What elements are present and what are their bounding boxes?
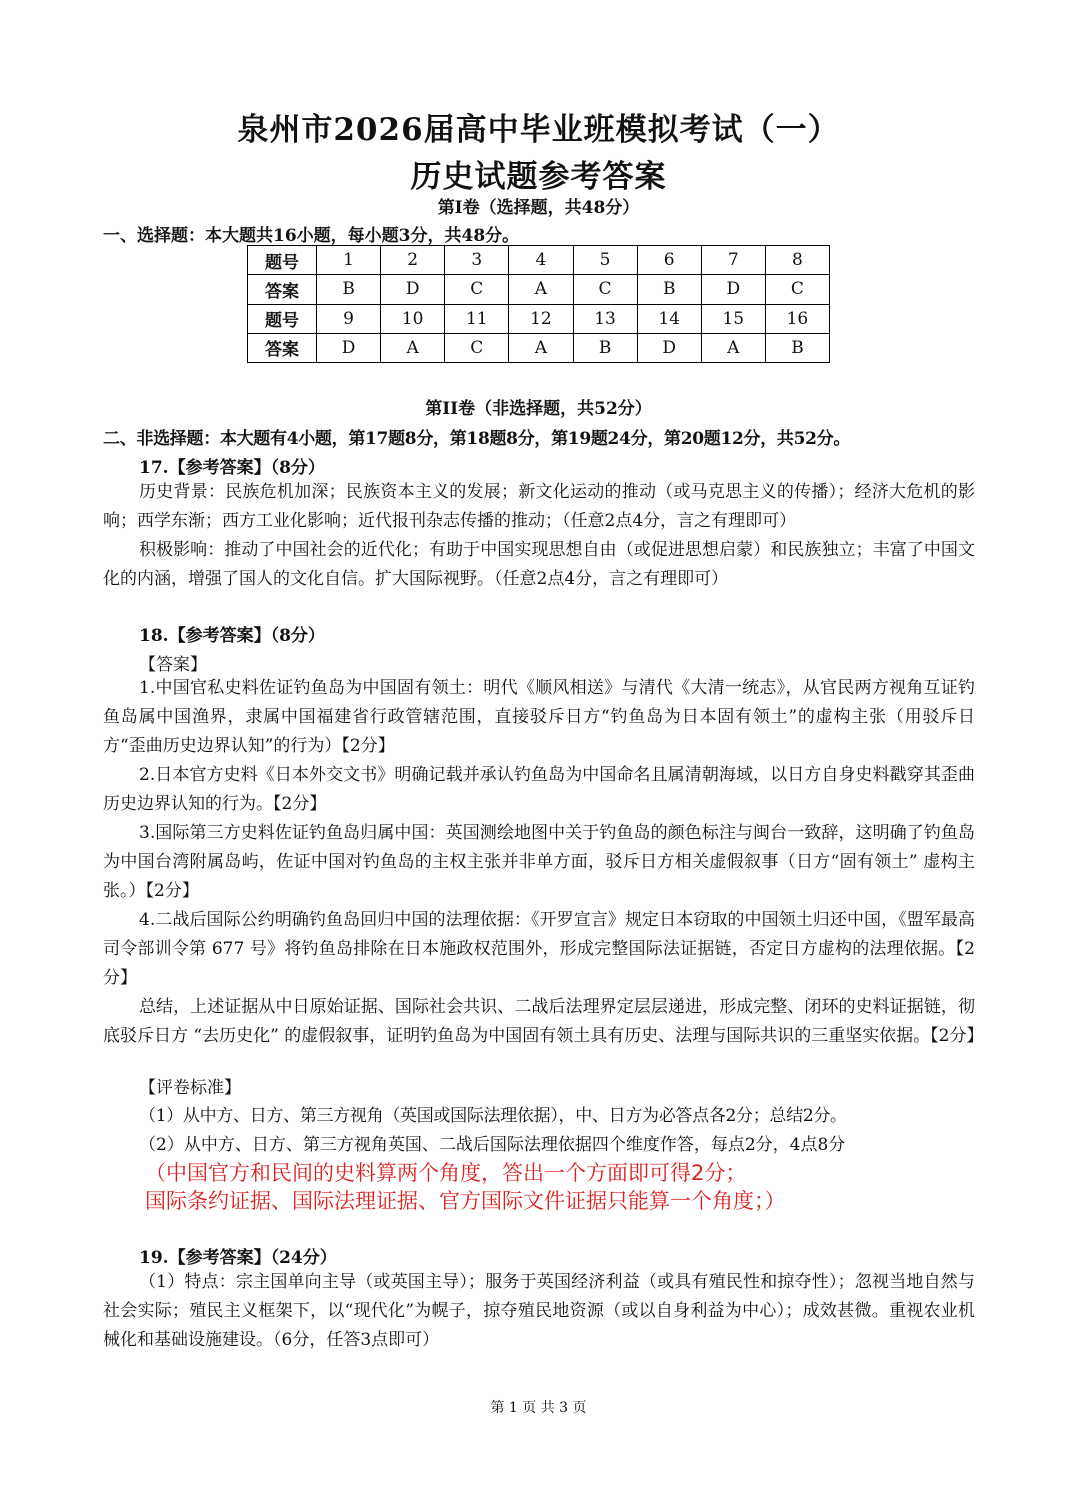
q17-paragraph-1: 历史背景：民族危机加深；民族资本主义的发展；新文化运动的推动（或马克思主义的传播）；经济大危机的影响；西学东渐；西方工业化影响；近代报刊杂志传播的推动；（任意2点4分，言之有理即可） <box>103 482 975 531</box>
q18-paragraph-2: 2.日本官方史料《日本外交文书》明确记载并承认钓鱼岛为中国命名且属清朝海域，以日方自身史料戳穿其歪曲历史边界认知的行为。【2分】 <box>103 765 975 814</box>
table-cell: 13 <box>573 304 637 333</box>
table-cell: 2 <box>381 246 445 275</box>
table-cell: B <box>317 275 381 304</box>
table-cell: 7 <box>701 246 765 275</box>
q17-heading: 17.【参考答案】（8分） <box>139 458 325 478</box>
table-label-ans: 答案 <box>248 333 317 362</box>
table-row <box>248 333 830 362</box>
section2-title: 第II卷（非选择题，共52分） <box>425 399 652 419</box>
section1-title: 第I卷（选择题，共48分） <box>437 198 640 218</box>
q18-paragraph-5: 总结，上述证据从中日原始证据、国际社会共识、二战后法理界定层层递进，形成完整、闭环的史料证据链，彻底驳斥日方 “去历史化” 的虚假叙事，证明钓鱼岛为中国固有领土具有历史、法理与国际共识的三重坚实依据。【2分】 <box>103 997 984 1046</box>
table-label-num: 题号 <box>248 304 317 333</box>
table-cell: A <box>509 275 573 304</box>
table-cell: 14 <box>637 304 701 333</box>
table-cell: A <box>509 333 573 362</box>
q18-paragraph-1: 1.中国官私史料佐证钓鱼岛为中国固有领土：明代《顺风相送》与清代《大清一统志》，从官民两方视角互证钓鱼岛属中国渔界，隶属中国福建省行政管辖范围，直接驳斥日方“钓鱼岛为日本固有领土”的虚构主张（用驳斥日方“歪曲历史边界认知”的行为）【2分】 <box>103 678 975 756</box>
q18-grading-1: （1）从中方、日方、第三方视角（英国或国际法理依据），中、日方为必答点各2分；总结2分。 <box>139 1106 847 1126</box>
table-cell: D <box>317 333 381 362</box>
table-cell: C <box>765 275 829 304</box>
table-cell: A <box>701 333 765 362</box>
table-cell: D <box>637 333 701 362</box>
page-title: 泉州市2026届高中毕业班模拟考试（一） <box>237 112 840 148</box>
q17-body <box>103 478 975 594</box>
table-cell: 4 <box>509 246 573 275</box>
table-cell: C <box>445 275 509 304</box>
q18-red-note-2: 国际条约证据、国际法理证据、官方国际文件证据只能算一个角度；） <box>145 1189 786 1213</box>
table-cell: B <box>765 333 829 362</box>
table-cell: D <box>381 275 445 304</box>
q18-red-note-1: （中国官方和民间的史料算两个角度，答出一个方面即可得2分； <box>145 1161 747 1185</box>
table-cell: 12 <box>509 304 573 333</box>
table-row <box>248 304 830 333</box>
table-cell: 1 <box>317 246 381 275</box>
table-cell: B <box>637 275 701 304</box>
part1-heading: 一、选择题：本大题共16小题，每小题3分，共48分。 <box>103 226 520 246</box>
table-label-num: 题号 <box>248 246 317 275</box>
table-cell: 10 <box>381 304 445 333</box>
table-row <box>248 275 830 304</box>
q19-paragraph-1: （1）特点：宗主国单向主导（或英国主导）；服务于英国经济利益（或具有殖民性和掠夺性）；忽视当地自然与社会实际；殖民主义框架下，以“现代化”为幌子，掠夺殖民地资源（或以自身利益为中心）；成效甚微。重视农业机械化和基础设施建设。（6分，任答3点即可） <box>103 1272 975 1350</box>
table-row <box>248 246 830 275</box>
table-cell: B <box>573 333 637 362</box>
q17-paragraph-2: 积极影响：推动了中国社会的近代化；有助于中国实现思想自由（或促进思想启蒙）和民族独立；丰富了中国文化的内涵，增强了国人的文化自信。扩大国际视野。（任意2点4分，言之有理即可） <box>103 540 975 589</box>
table-cell: C <box>573 275 637 304</box>
q18-paragraph-4: 4.二战后国际公约明确钓鱼岛回归中国的法理依据：《开罗宣言》规定日本窃取的中国领土归还中国，《盟军最高司令部训令第 677 号》将钓鱼岛排除在日本施政权范围外，形成完整国际法证据链，否定日方虚构的法理依据。【2分】 <box>103 910 975 988</box>
page-subtitle: 历史试题参考答案 <box>410 159 667 195</box>
q18-answer-label: 【答案】 <box>139 655 207 675</box>
table-cell: 8 <box>765 246 829 275</box>
table-cell: 9 <box>317 304 381 333</box>
q19-heading: 19.【参考答案】（24分） <box>139 1248 337 1268</box>
table-cell: 15 <box>701 304 765 333</box>
table-cell: C <box>445 333 509 362</box>
table-cell: 6 <box>637 246 701 275</box>
table-cell: A <box>381 333 445 362</box>
answer-table <box>247 245 830 363</box>
table-cell: 5 <box>573 246 637 275</box>
q19-body <box>103 1268 975 1355</box>
table-cell: 3 <box>445 246 509 275</box>
table-cell: 11 <box>445 304 509 333</box>
table-cell: D <box>701 275 765 304</box>
part2-heading: 二、非选择题：本大题有4小题，第17题8分，第18题8分，第19题24分，第20题12分，共52分。 <box>103 429 851 449</box>
q18-grading-label: 【评卷标准】 <box>139 1078 241 1098</box>
table-label-ans: 答案 <box>248 275 317 304</box>
q18-grading-2: （2）从中方、日方、第三方视角英国、二战后国际法理依据四个维度作答，每点2分，4点8分 <box>139 1135 846 1155</box>
q18-heading: 18.【参考答案】（8分） <box>139 626 325 646</box>
q18-paragraph-3: 3.国际第三方史料佐证钓鱼岛归属中国：英国测绘地图中关于钓鱼岛的颜色标注与闽台一致辞，这明确了钓鱼岛为中国台湾附属岛屿，佐证中国对钓鱼岛的主权主张并非单方面，驳斥日方相关虚假叙事（日方“固有领土” 虚构主张。）【2分】 <box>103 823 975 901</box>
page-footer: 第 1 页 共 3 页 <box>490 1400 587 1416</box>
q18-body <box>103 674 984 1051</box>
table-cell: 16 <box>765 304 829 333</box>
